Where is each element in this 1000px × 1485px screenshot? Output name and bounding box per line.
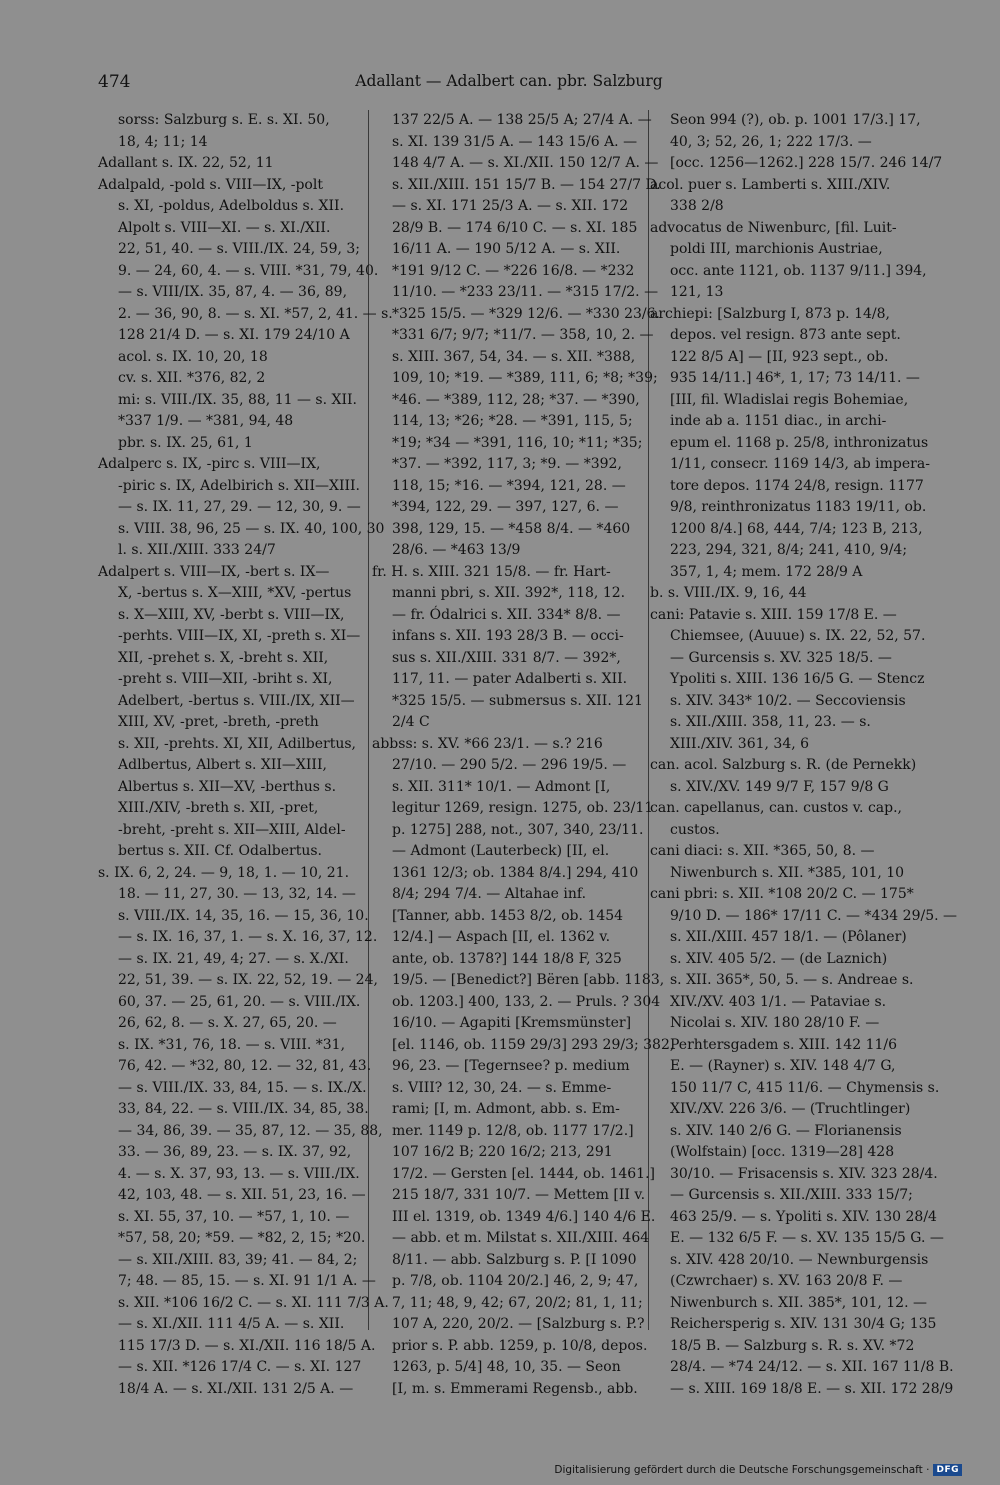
index-line: mer. 1149 p. 12/8, ob. 1177 17/2.] [392, 1122, 634, 1139]
index-line: can. capellanus, can. custos v. cap., [650, 800, 902, 816]
index-line: 7; 48. — 85, 15. — s. XI. 91 1/1 A. — [118, 1273, 376, 1289]
index-line: 18, 4; 11; 14 [118, 133, 208, 150]
index-line: advocatus de Niwenburc, [fil. Luit- [650, 219, 897, 236]
index-line: — fr. Ódalrici s. XII. 334* 8/8. — [392, 606, 621, 623]
index-line: inde ab a. 1151 diac., in archi- [670, 413, 887, 429]
index-line: acol. puer s. Lamberti s. XIII./XIV. [650, 176, 891, 193]
dfg-logo: DFG [933, 1464, 962, 1476]
index-line: — s. VIII./IX. 33, 84, 15. — s. IX./X. [118, 1079, 367, 1096]
index-line: manni pbri, s. XII. 392*, 118, 12. [392, 585, 626, 601]
index-line: 11/10. — *233 23/11. — *315 17/2. — [392, 284, 659, 300]
index-line: s. XIV. 405 5/2. — (de Laznich) [670, 950, 888, 967]
index-line: 8/11. — abb. Salzburg s. P. [I 1090 [392, 1251, 637, 1268]
index-line: mi: s. VIII./IX. 35, 88, 11 — s. XII. [118, 391, 357, 408]
index-line: occ. ante 1121, ob. 1137 9/11.] 394, [670, 262, 927, 279]
index-line: E. — 132 6/5 F. — s. XV. 135 15/5 G. — [670, 1230, 944, 1246]
index-line: *325 15/5. — submersus s. XII. 121 [392, 692, 643, 709]
index-line: cani diaci: s. XII. *365, 50, 8. — [650, 843, 875, 859]
index-line: 9. — 24, 60, 4. — s. VIII. *31, 79, 40. [118, 262, 379, 279]
index-line: custos. [670, 821, 720, 838]
index-line: [I, m. s. Emmerami Regensb., abb. [392, 1380, 638, 1397]
index-line: Adelbert, -bertus s. VIII./IX, XII— [118, 692, 355, 709]
index-line: 223, 294, 321, 8/4; 241, 410, 9/4; [670, 542, 908, 558]
index-line: 1/11, consecr. 1169 14/3, ab impera- [670, 456, 930, 472]
index-line: Adallant s. IX. 22, 52, 11 [98, 155, 274, 171]
index-line: 357, 1, 4; mem. 172 28/9 A [670, 563, 863, 580]
index-line: rami; [I, m. Admont, abb. s. Em- [392, 1101, 620, 1117]
index-line: 1361 12/3; ob. 1384 8/4.] 294, 410 [392, 864, 639, 881]
index-line: sus s. XII./XIII. 331 8/7. — 392*, [392, 649, 621, 666]
index-line: — s. XIII. 169 18/8 E. — s. XII. 172 28/9 [670, 1380, 954, 1397]
index-line: -preht s. VIII—XII, -briht s. XI, [118, 671, 333, 687]
index-line: s. XII./XIII. 151 15/7 B. — 154 27/7 D. [392, 176, 661, 193]
index-line: 935 14/11.] 46*, 1, 17; 73 14/11. — [670, 370, 920, 386]
index-line: *46. — *389, 112, 28; *37. — *390, [392, 391, 640, 408]
index-line: Reichersperig s. XIV. 131 30/4 G; 135 [670, 1316, 937, 1332]
index-line: — abb. et m. Milstat s. XII./XIII. 464 [392, 1230, 650, 1246]
index-line: — 34, 86, 39. — 35, 87, 12. — 35, 88, [118, 1122, 383, 1139]
index-line: Adlbertus, Albert s. XII—XIII, [118, 757, 327, 773]
index-line: *337 1/9. — *381, 94, 48 [118, 413, 294, 429]
index-line: *37. — *392, 117, 3; *9. — *392, [392, 456, 622, 472]
index-line: — s. VIII/IX. 35, 87, 4. — 36, 89, [118, 284, 348, 300]
index-line: XII, -prehet s. X, -breht s. XII, [118, 649, 329, 666]
index-line: fr. H. s. XIII. 321 15/8. — fr. Hart- [372, 563, 611, 580]
index-line: Ypoliti s. XIII. 136 16/5 G. — Stencz [670, 671, 925, 687]
index-line: *325 15/5. — *329 12/6. — *330 23/6. [392, 305, 660, 322]
index-line: — s. XII. *126 17/4 C. — s. XI. 127 [118, 1359, 362, 1375]
index-line: 42, 103, 48. — s. XII. 51, 23, 16. — [118, 1187, 366, 1203]
index-line: s. XIV./XV. 149 9/7 F, 157 9/8 G [670, 778, 889, 795]
index-line: 19/5. — [Benedict?] Bëren [abb. 1183, [392, 972, 665, 988]
index-line: 150 11/7 C, 415 11/6. — Chymensis s. [670, 1079, 940, 1096]
index-line: XIII./XIV, -breth s. XII, -pret, [118, 800, 319, 816]
index-line: cani pbri: s. XII. *108 20/2 C. — 175* [650, 886, 914, 902]
index-line: 16/10. — Agapiti [Kremsmünster] [392, 1015, 632, 1031]
index-line: 8/4; 294 7/4. — Altahae inf. [392, 886, 587, 902]
index-line: Chiemsee, (Auuue) s. IX. 22, 52, 57. [670, 628, 926, 644]
index-line: Adalperc s. IX, -pirc s. VIII—IX, [98, 456, 321, 472]
index-line: poldi III, marchionis Austriae, [670, 241, 883, 257]
index-line: 7, 11; 48, 9, 42; 67, 20/2; 81, 1, 11; [392, 1294, 643, 1311]
index-line: 22, 51, 40. — s. VIII./IX. 24, 59, 3; [118, 241, 360, 257]
index-line: 398, 129, 15. — *458 8/4. — *460 [392, 520, 631, 537]
index-line: 148 4/7 A. — s. XI./XII. 150 12/7 A. — [392, 155, 659, 171]
index-line: cv. s. XII. *376, 82, 2 [118, 370, 266, 386]
index-line: 109, 10; *19. — *389, 111, 6; *8; *39; [392, 370, 658, 386]
index-line: 27/10. — 290 5/2. — 296 19/5. — [392, 757, 627, 773]
index-line: s. XI, -poldus, Adelboldus s. XII. [118, 198, 345, 214]
index-line: 33. — 36, 89, 23. — s. IX. 37, 92, [118, 1144, 352, 1160]
index-line: s. XII. 311* 10/1. — Admont [I, [392, 778, 611, 795]
index-line: 33, 84, 22. — s. VIII./IX. 34, 85, 38. [118, 1101, 369, 1117]
index-line: XIII./XIV. 361, 34, 6 [670, 735, 810, 752]
index-line: l. s. XII./XIII. 333 24/7 [118, 542, 276, 558]
index-line: s. XIV. 428 20/10. — Newnburgensis [670, 1251, 929, 1268]
index-line: 30/10. — Frisacensis s. XIV. 323 28/4. [670, 1165, 938, 1182]
footer-credit [554, 1464, 962, 1476]
index-line: ob. 1203.] 400, 133, 2. — Pruls. ? 304 [392, 993, 661, 1010]
index-line: cani: Patavie s. XIII. 159 17/8 E. — [650, 606, 897, 623]
index-line: s. XIV. 140 2/6 G. — Florianensis [670, 1122, 902, 1139]
index-line: p. 1275] 288, not., 307, 340, 23/11. [392, 821, 644, 838]
index-line: -piric s. IX, Adelbirich s. XII—XIII. [118, 477, 360, 494]
index-line: b. s. VIII./IX. 9, 16, 44 [650, 585, 807, 601]
index-line: 9/8, reinthronizatus 1183 19/11, ob. [670, 499, 927, 515]
index-line: Adalpert s. VIII—IX, -bert s. IX— [98, 563, 330, 580]
index-line: Adalpald, -pold s. VIII—IX, -polt [98, 176, 323, 193]
index-line: s. XII./XIII. 457 18/1. — (Pôlaner) [670, 929, 907, 945]
index-line: — s. IX. 11, 27, 29. — 12, 30, 9. — [118, 499, 361, 515]
index-line: acol. s. IX. 10, 20, 18 [118, 348, 268, 365]
page-number: 474 [98, 72, 131, 92]
index-line: 137 22/5 A. — 138 25/5 A; 27/4 A. — [392, 112, 652, 128]
index-column-1 [98, 110, 393, 1400]
index-line: legitur 1269, resign. 1275, ob. 23/11 [392, 800, 654, 816]
index-line: — s. IX. 21, 49, 4; 27. — s. X./XI. [118, 950, 349, 967]
index-line: XIII, XV, -pret, -breth, -preth [118, 714, 319, 730]
index-line: *331 6/7; 9/7; *11/7. — 358, 10, 2. — [392, 327, 654, 343]
index-line: [el. 1146, ob. 1159 29/3] 293 29/3; 382, [392, 1036, 675, 1053]
index-line: s. IX. 6, 2, 24. — 9, 18, 1. — 10, 21. [98, 864, 350, 881]
index-line: -breht, -preht s. XII—XIII, Aldel- [118, 821, 346, 838]
index-line: *191 9/12 C. — *226 16/8. — *232 [392, 262, 635, 279]
index-line: [occ. 1256—1262.] 228 15/7. 246 14/7 [670, 155, 943, 171]
index-line: 9/10 D. — 186* 17/11 C. — *434 29/5. — [670, 907, 958, 924]
index-line: s. XIV. 343* 10/2. — Seccoviensis [670, 692, 906, 709]
index-line: XIV./XV. 403 1/1. — Pataviae s. [670, 993, 887, 1010]
footer-text: Digitalisierung gefördert durch die Deutsche Forschungsgemeinschaft · [554, 1464, 930, 1476]
index-line: s. XI. 55, 37, 10. — *57, 1, 10. — [118, 1208, 350, 1225]
index-line: — s. XII./XIII. 83, 39; 41. — 84, 2; [118, 1251, 358, 1268]
index-line: 18/5 B. — Salzburg s. R. s. XV. *72 [670, 1337, 915, 1354]
index-line: 115 17/3 D. — s. XI./XII. 116 18/5 A. [118, 1337, 376, 1354]
index-line: s. VIII./IX. 14, 35, 16. — 15, 36, 10. [118, 907, 369, 924]
index-line: s. XII. 365*, 50, 5. — s. Andreae s. [670, 972, 914, 988]
index-line: 26, 62, 8. — s. X. 27, 65, 20. — [118, 1015, 337, 1031]
index-line: Albertus s. XII—XV, -berthus s. [118, 778, 337, 795]
index-line: *19; *34 — *391, 116, 10; *11; *35; [392, 434, 643, 451]
index-line: bertus s. XII. Cf. Odalbertus. [118, 843, 323, 859]
index-line: depos. vel resign. 873 ante sept. [670, 327, 901, 343]
index-line: — s. IX. 16, 37, 1. — s. X. 16, 37, 12. [118, 929, 378, 945]
index-line: XIV./XV. 226 3/6. — (Truchtlinger) [670, 1101, 911, 1117]
page-header [98, 72, 920, 96]
index-line: 338 2/8 [670, 198, 724, 214]
index-line: — s. XI./XII. 111 4/5 A. — s. XII. [118, 1316, 345, 1332]
index-column-3 [650, 110, 958, 1400]
index-line: p. 7/8, ob. 1104 20/2.] 46, 2, 9; 47, [392, 1273, 639, 1289]
index-line: — s. XI. 171 25/3 A. — s. XII. 172 [392, 198, 629, 214]
index-line: 12/4.] — Aspach [II, el. 1362 v. [392, 929, 611, 945]
index-line: 107 A, 220, 20/2. — [Salzburg s. P.? [392, 1316, 645, 1332]
index-line: 4. — s. X. 37, 93, 13. — s. VIII./IX. [118, 1165, 360, 1182]
index-line: prior s. P. abb. 1259, p. 10/8, depos. [392, 1337, 648, 1354]
index-line: abbss: s. XV. *66 23/1. — s.? 216 [372, 735, 603, 752]
index-line: tore depos. 1174 24/8, resign. 1177 [670, 477, 924, 494]
index-column-2 [372, 110, 675, 1400]
index-line: s. XII. *106 16/2 C. — s. XI. 111 7/3 A. [118, 1294, 389, 1311]
index-line: 28/6. — *463 13/9 [392, 542, 521, 558]
index-line: III el. 1319, ob. 1349 4/6.] 140 4/6 E. [392, 1208, 656, 1225]
index-line: 40, 3; 52, 26, 1; 222 17/3. — [670, 133, 872, 150]
index-line: 2. — 36, 90, 8. — s. XI. *57, 2, 41. — s. [118, 305, 393, 322]
index-line: Perhtersgadem s. XIII. 142 11/6 [670, 1036, 898, 1053]
index-line: Niwenburch s. XII. 385*, 101, 12. — [670, 1294, 927, 1311]
index-line: 76, 42. — *32, 80, 12. — 32, 81, 43. [118, 1058, 372, 1074]
index-line: 18. — 11, 27, 30. — 13, 32, 14. — [118, 886, 356, 902]
index-line: s. IX. *31, 76, 18. — s. VIII. *31, [118, 1036, 346, 1053]
index-line: 16/11 A. — 190 5/12 A. — s. XII. [392, 241, 621, 257]
index-line: -perhts. VIII—IX, XI, -preth s. XI— [118, 628, 361, 644]
index-line: — Admont (Lauterbeck) [II, el. [392, 843, 610, 859]
index-line: ante, ob. 1378?] 144 18/8 F, 325 [392, 950, 622, 967]
index-line: 107 16/2 B; 220 16/2; 213, 291 [392, 1144, 613, 1160]
index-line: s. XII, -prehts. XI, XII, Adilbertus, [118, 735, 356, 752]
index-line: (Czwrchaer) s. XV. 163 20/8 F. — [670, 1273, 903, 1289]
index-line: (Wolfstain) [occ. 1319—28] 428 [670, 1144, 895, 1160]
index-line: — Gurcensis s. XII./XIII. 333 15/7; [670, 1187, 913, 1203]
index-line: archiepi: [Salzburg I, 873 p. 14/8, [650, 305, 890, 322]
index-line: 60, 37. — 25, 61, 20. — s. VIII./IX. [118, 993, 361, 1010]
index-line: *394, 122, 29. — 397, 127, 6. — [392, 499, 619, 515]
index-line: 96, 23. — [Tegernsee? p. medium [392, 1058, 630, 1074]
index-line: 28/9 B. — 174 6/10 C. — s. XI. 185 [392, 219, 638, 236]
running-title: Adallant — Adalbert can. pbr. Salzburg [355, 72, 663, 90]
index-line: 117, 11. — pater Adalberti s. XII. [392, 671, 628, 687]
index-line: 17/2. — Gersten [el. 1444, ob. 1461.] [392, 1165, 655, 1182]
index-line: 1200 8/4.] 68, 444, 7/4; 123 B, 213, [670, 520, 923, 537]
index-line: [Tanner, abb. 1453 8/2, ob. 1454 [392, 907, 624, 924]
index-line: Niwenburch s. XII. *385, 101, 10 [670, 864, 905, 881]
index-line: 1263, p. 5/4] 48, 10, 35. — Seon [392, 1359, 621, 1375]
index-line: epum el. 1168 p. 25/8, inthronizatus [670, 434, 929, 451]
index-line: 22, 51, 39. — s. IX. 22, 52, 19. — 24, [118, 972, 378, 988]
index-line: Alpolt s. VIII—XI. — s. XI./XII. [118, 219, 331, 236]
index-line: 122 8/5 A] — [II, 923 sept., ob. [670, 348, 889, 365]
index-line: X, -bertus s. X—XIII, *XV, -pertus [118, 585, 352, 601]
index-line: 128 21/4 D. — s. XI. 179 24/10 A [118, 327, 350, 343]
index-line: 18/4 A. — s. XI./XII. 131 2/5 A. — [118, 1380, 354, 1397]
index-line: can. acol. Salzburg s. R. (de Pernekk) [650, 757, 917, 773]
index-line: [III, fil. Wladislai regis Bohemiae, [670, 391, 909, 408]
index-line: infans s. XII. 193 28/3 B. — occi- [392, 628, 624, 644]
index-line: 118, 15; *16. — *394, 121, 28. — [392, 477, 626, 494]
column-divider [368, 110, 369, 1330]
index-line: 121, 13 [670, 284, 724, 300]
index-line: 114, 13; *26; *28. — *391, 115, 5; [392, 413, 633, 429]
index-line: pbr. s. IX. 25, 61, 1 [118, 434, 253, 451]
index-line: s. VIII? 12, 30, 24. — s. Emme- [392, 1079, 612, 1096]
index-line: 215 18/7, 331 10/7. — Mettem [II v. [392, 1187, 646, 1203]
index-line: *57, 58, 20; *59. — *82, 2, 15; *20. [118, 1230, 366, 1246]
index-line: Nicolai s. XIV. 180 28/10 F. — [670, 1015, 880, 1031]
index-line: — Gurcensis s. XV. 325 18/5. — [670, 649, 892, 666]
index-line: s. VIII. 38, 96, 25 — s. IX. 40, 100, 30 [118, 520, 385, 537]
index-line: Seon 994 (?), ob. p. 1001 17/3.] 17, [670, 112, 921, 128]
index-line: sorss: Salzburg s. E. s. XI. 50, [118, 112, 330, 128]
index-line: 2/4 C [392, 714, 430, 730]
index-line: s. XIII. 367, 54, 34. — s. XII. *388, [392, 348, 636, 365]
index-line: 28/4. — *74 24/12. — s. XII. 167 11/8 B. [670, 1359, 954, 1375]
index-line: 463 25/9. — s. Ypoliti s. XIV. 130 28/4 [670, 1208, 937, 1225]
index-line: s. X—XIII, XV, -berbt s. VIII—IX, [118, 606, 345, 623]
index-line: s. XI. 139 31/5 A. — 143 15/6 A. — [392, 133, 638, 150]
index-line: E. — (Rayner) s. XIV. 148 4/7 G, [670, 1058, 896, 1074]
index-line: s. XII./XIII. 358, 11, 23. — s. [670, 714, 871, 730]
